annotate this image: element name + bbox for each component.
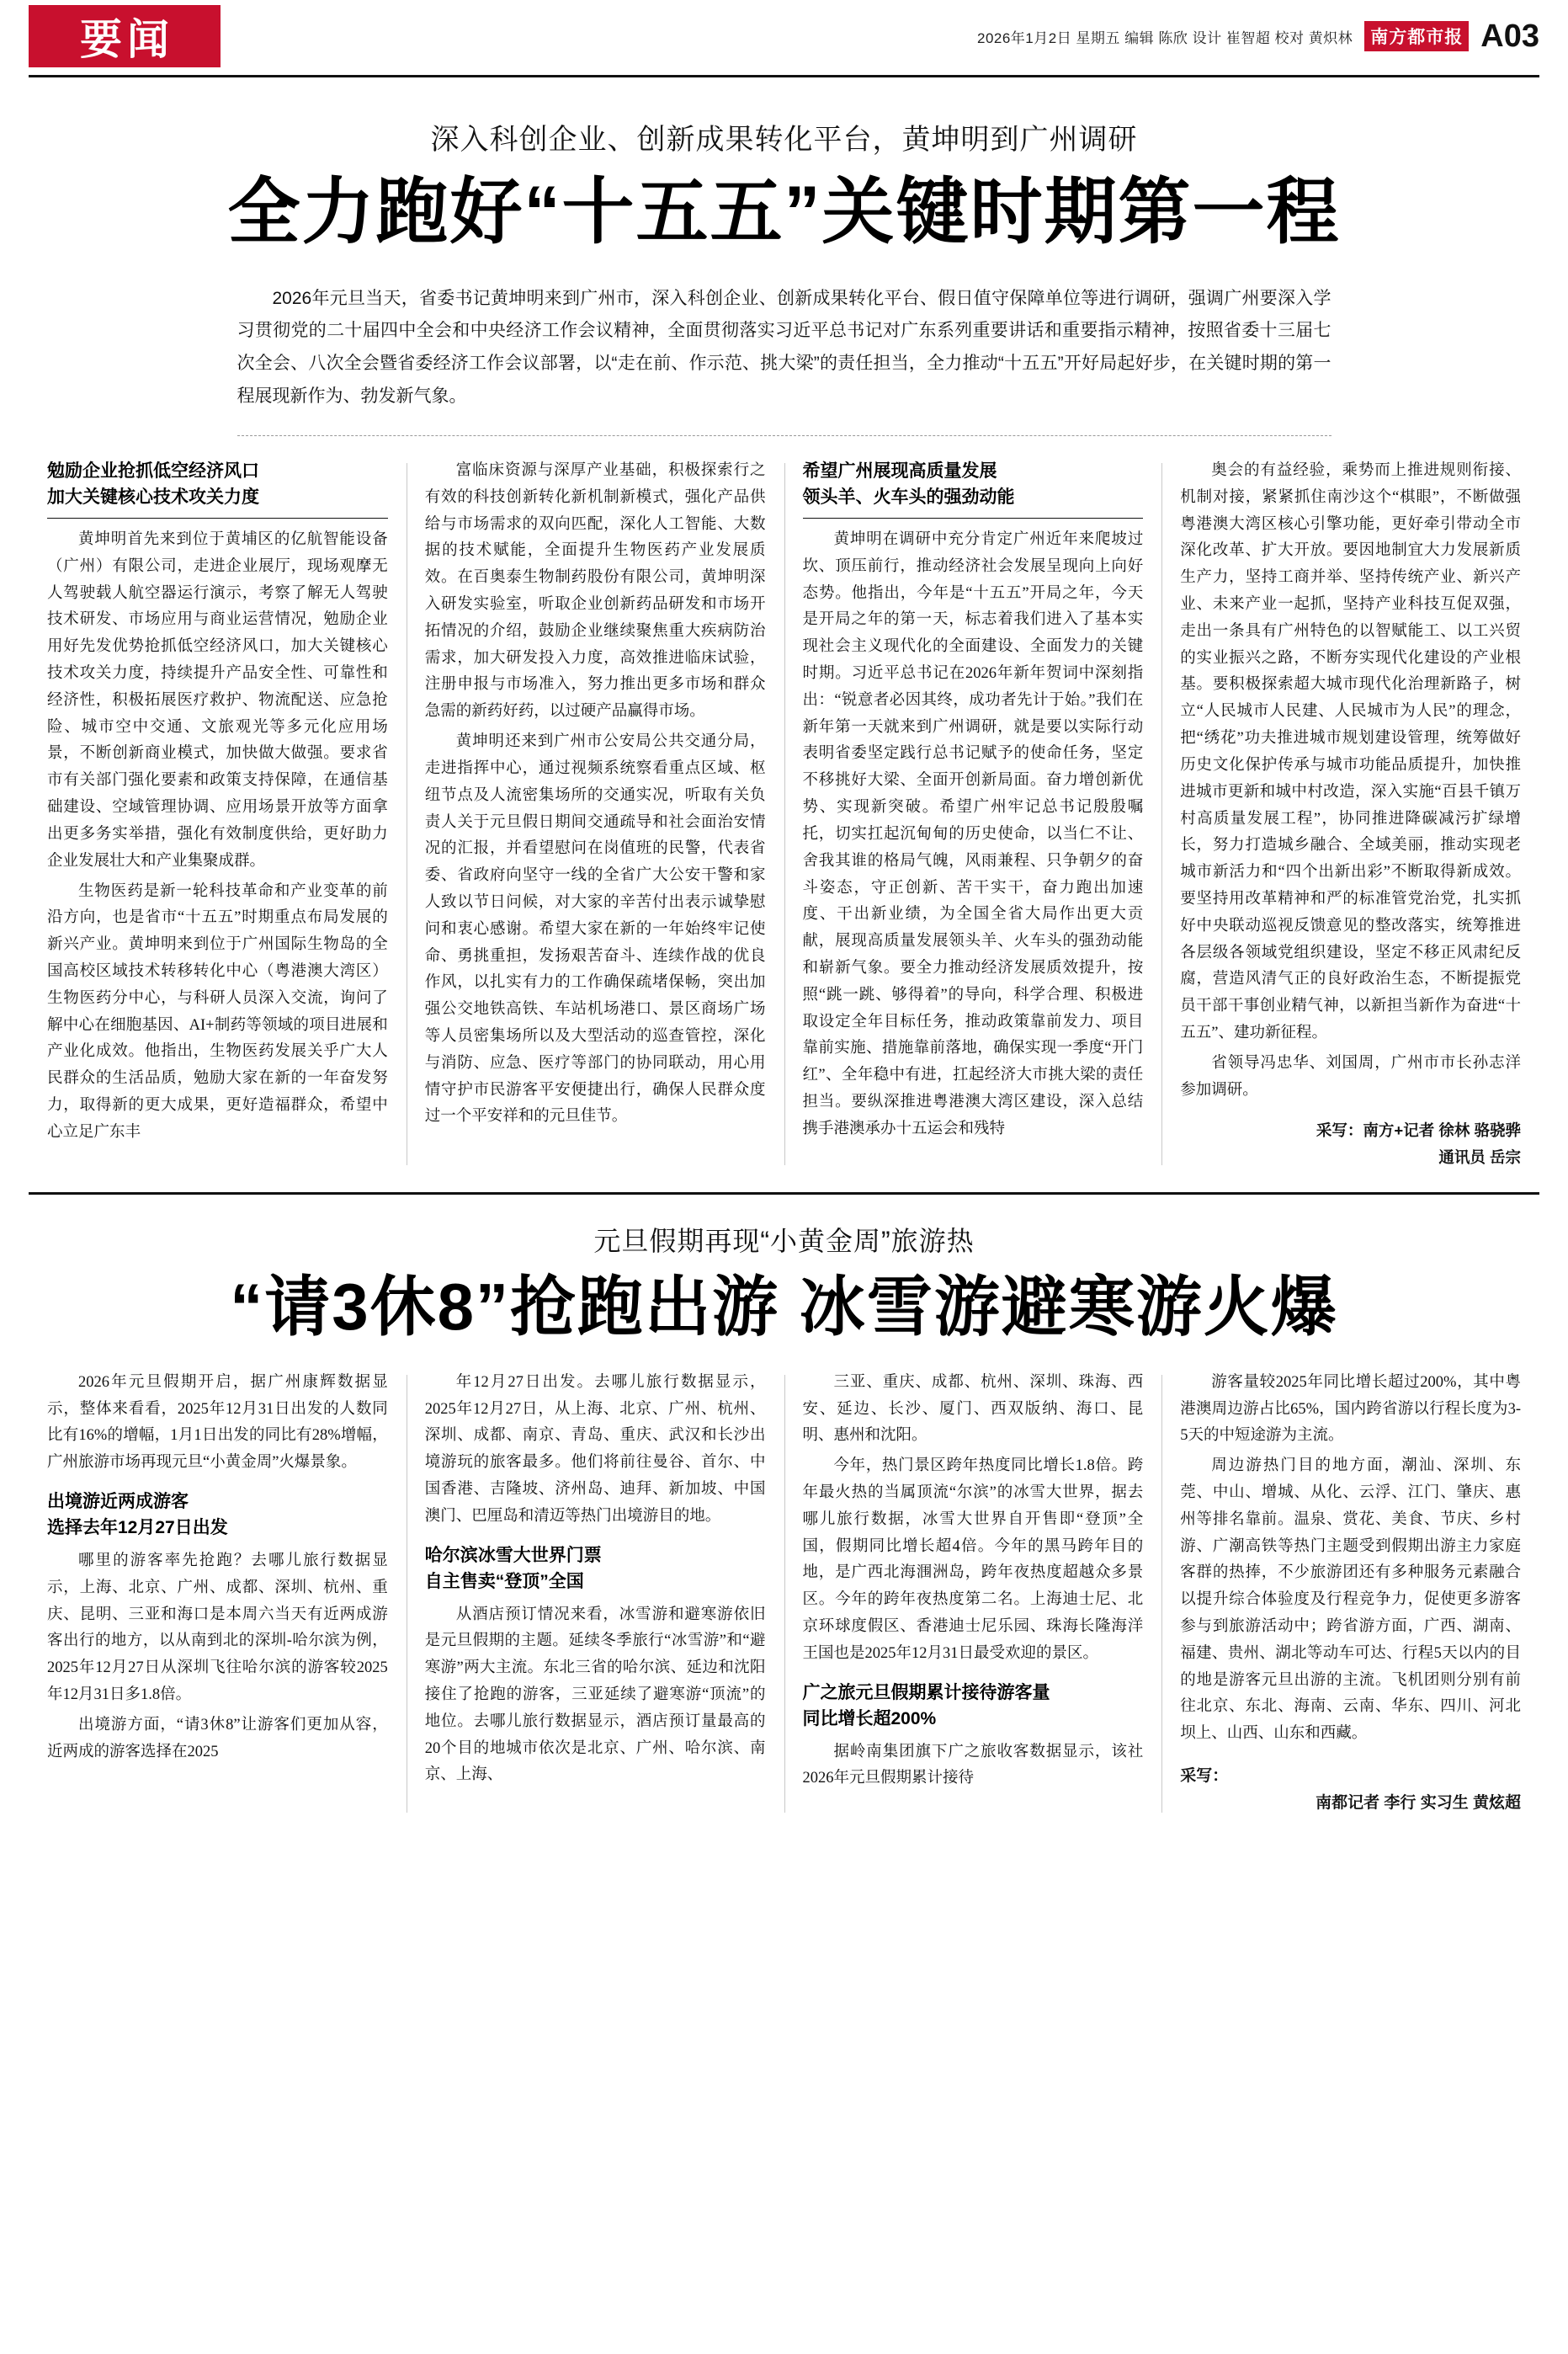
- column-3-para-1: 黄坤明在调研中充分肯定广州近年来爬坡过坎、顶压前行，推动经济社会发展呈现向上向好态势。他指出，今年是“十五五”开局之年，今天是开局之年的第一天，标志着我们进入了基本实现社会主义现代化的全面建设、全面发力的关键时期。习近平总书记在2026年新年贺词中深刻指出：“锐意者必因其终，成功者先计于始。”我们在新年第一天就来到广州调研，就是要以实际行动表明省委坚定践行总书记赋予的使命任务，坚定不移挑好大梁、全面开创新局面。奋力增创新优势、实现新突破。希望广州牢记总书记殷殷嘱托，切实扛起沉甸甸的历史使命，以当仁不让、舍我其谁的格局气魄，风雨兼程、只争朝夕的奋斗姿态，守正创新、苦干实干，奋力跑出加速度、干出新业绩，为全国全省大局作出更大贡献，展现高质量发展领头羊、火车头的强劲动能和崭新气象。要全力推动经济发展质效提升，按照“跳一跳、够得着”的导向，科学合理、积极进取设定全年目标任务，推动政策靠前发力、项目靠前实施、措施靠前落地，确保实现一季度“开门红”、全年稳中有进，扛起经济大市挑大梁的责任担当。要纵深推进粤港澳大湾区建设，深入总结携手港澳承办十五运会和残特: [802, 530, 1144, 1137]
- article-bottom: [29, 1195, 1539, 1817]
- section-flag-label: 要闻: [80, 16, 174, 63]
- article-top-lead-wrap: [237, 283, 1331, 436]
- bottom-column-2-para-2: 从酒店预订情况来看，冰雪游和避寒游依旧是元旦假期的主题。延续冬季旅行“冰雪游”和“避寒游”两大主流。东北三省的哈尔滨、延边和沈阳接住了抢跑的游客，三亚延续了避寒游“顶流”的地位。去哪儿旅行数据显示，酒店预订量最高的20个目的地城市依次是北京、广州、哈尔滨、南京、上海、: [424, 1606, 766, 1784]
- column-4-para-2: 省领导冯忠华、刘国周，广州市市长孙志洋参加调研。: [1180, 1054, 1521, 1099]
- article-bottom-columns: [29, 1370, 1539, 1818]
- bottom-column-1-subhead: [47, 1489, 388, 1542]
- bottom-column-3-subhead: [803, 1680, 1144, 1733]
- article-bottom-headline: “请3休8”抢跑出游 冰雪游避寒游火爆: [230, 1270, 1338, 1345]
- column-1-subhead-line1: 勉励企业抢抓低空经济风口: [47, 461, 259, 481]
- column-3: [784, 458, 1162, 1170]
- article-bottom-byline-line1: 南都记者 李行 实习生 黄炫超: [1316, 1794, 1521, 1813]
- bottom-column-1-para-1: 2026年元旦假期开启，据广州康辉数据显示，整体来看看，2025年12月31日出发的人数同比有16%的增幅，1月1日出发的同比有28%增幅，广州旅游市场再现元旦“小黄金周”火爆景象。: [47, 1373, 388, 1472]
- bottom-column-3: [784, 1370, 1162, 1818]
- bottom-column-3-subhead-line2: 同比增长超200%: [802, 1709, 937, 1729]
- bottom-column-3-para-3: 据岭南集团旗下广之旅收客数据显示，该社2026年元旦假期累计接待: [802, 1743, 1144, 1787]
- column-2: [407, 458, 784, 1170]
- column-1-subhead-line2: 加大关键核心技术攻关力度: [47, 487, 259, 508]
- article-top-shoulder: 深入科创企业、创新成果转化平台，黄坤明到广州调研: [430, 124, 1138, 156]
- bottom-column-2-subhead-line1: 哈尔滨冰雪大世界门票: [424, 1545, 602, 1565]
- column-2-para-1: 富临床资源与深厚产业基础，积极探索行之有效的科技创新转化新机制新模式，强化产品供给与市场需求的双向匹配，深化人工智能、大数据的技术赋能，全面提升生物医药产业发展质效。在百奥泰生物制药股份有限公司，黄坤明深入研发实验室，听取企业创新药品研发和市场开拓情况的介绍，鼓励企业继续聚焦重大疾病防治需求，加大研发投入力度，高效推进临床试验，注册申报与市场准入，努力推出更多市场和群众急需的新药好药，以过硬产品赢得市场。: [424, 461, 766, 721]
- article-top-columns: [29, 458, 1539, 1170]
- article-top-lead: 2026年元旦当天，省委书记黄坤明来到广州市，深入科创企业、创新成果转化平台、假日值守保障单位等进行调研，强调广州要深入学习贯彻党的二十届四中全会和中央经济工作会议精神，全面贯彻落实习近平总书记对广东系列重要讲话和重要指示精神，按照省委十三届七次全会、八次全会暨省委经济工作会议部署，以“走在前、作示范、挑大梁”的责任担当，全力推动“十五五”开好局起好步，在关键时期的第一程展现新作为、勃发新气象。: [237, 288, 1331, 407]
- column-4: [1161, 458, 1539, 1170]
- bottom-column-1-subhead-line2: 选择去年12月27日出发: [47, 1518, 228, 1538]
- column-3-subhead-line1: 希望广州展现高质量发展: [802, 461, 997, 481]
- bottom-column-1-para-2: 哪里的游客率先抢跑？去哪儿旅行数据显示，上海、北京、广州、成都、深圳、杭州、重庆、昆明、三亚和海口是本周六当天有近两成游客出行的地方，以从南到北的深圳-哈尔滨为例，2025年12月27日从深圳飞往哈尔滨的游客较2025年12月31日多1.8倍。: [47, 1552, 388, 1704]
- column-3-subhead: [803, 458, 1144, 519]
- column-2-para-2: 黄坤明还来到广州市公安局公共交通分局，走进指挥中心，通过视频系统察看重点区域、枢纽节点及人流密集场所的交通实况，听取有关负责人关于元旦假日期间交通疏导和社会面治安情况的汇报，并看望慰问在岗值班的民警，代表省委、省政府向坚守一线的全省广大公安干警和家人致以节日问候，对大家的辛苦付出表示诚挚慰问和衷心感谢。希望大家在新的一年始终牢记使命、勇挑重担，发扬艰苦奋斗、连续作战的优良作风，以扎实有力的工作确保疏堵保畅，突出加强公交地铁高铁、车站机场港口、景区商场广场等人员密集场所以及大型活动的巡查管控，深化与消防、应急、医疗等部门的协同联动，用心用情守护市民游客平安便捷出行，确保人民群众度过一个平安祥和的元旦佳节。: [424, 733, 766, 1126]
- bottom-column-3-subhead-line1: 广之旅元旦假期累计接待游客量: [802, 1682, 1050, 1702]
- bottom-column-4: [1161, 1370, 1539, 1818]
- bottom-column-2-subhead: [425, 1542, 766, 1595]
- column-3-subhead-line2: 领头羊、火车头的强劲动能: [802, 487, 1015, 508]
- article-top: [29, 77, 1539, 1170]
- masthead: [29, 0, 1539, 77]
- column-1-para-1: 黄坤明首先来到位于黄埔区的亿航智能设备（广州）有限公司，走进企业展厅，现场观摩无人驾驶载人航空器运行演示，考察了解无人驾驶技术研发、市场应用与商业运营情况，勉励企业用好先发优势抢抓低空经济风口，加大关键核心技术攻关力度，持续提升产品安全性、可靠性和经济性，积极拓展医疗救护、物流配送、应急抢险、城市空中交通、文旅观光等多元化应用场景，不断创新商业模式，加快做大做强。要求省市有关部门强化要素和政策支持保障，在通信基础建设、空域管理协调、应用场景开放等方面拿出更多务实举措，强化有效制度供给，更好助力企业发展壮大和产业集聚成群。: [47, 530, 388, 870]
- bottom-column-1: [29, 1370, 407, 1818]
- bottom-column-3-para-1: 三亚、重庆、成都、杭州、深圳、珠海、西安、延边、长沙、厦门、西双版纳、海口、昆明、惠州和沈阳。: [802, 1373, 1144, 1445]
- page-number: A03: [1480, 19, 1539, 54]
- article-top-byline-line1: 采写：南方+记者 徐林 骆骁骅: [1316, 1121, 1521, 1140]
- masthead-meta: 2026年1月2日 星期五 编辑 陈欣 设计 崔智超 校对 黄炽林: [976, 29, 1353, 46]
- bottom-column-4-para-2: 周边游热门目的地方面，潮汕、深圳、东莞、中山、增城、从化、云浮、江门、肇庆、惠州等排名靠前。温泉、赏花、美食、节庆、乡村游、广潮高铁等热门主题受到假期出游主力家庭客群的热捧，不少旅游团还有多种服务元素融合以提升综合体验度及行程竞争力，促使更多游客参与到旅游活动中；跨省游方面，广西、湖南、福建、贵州、湖北等动车可达、行程5天以内的目的地是游客元旦出游的主流。飞机团则分别有前往北京、东北、海南、云南、华东、四川、河北坝上、山西、山东和西藏。: [1180, 1457, 1521, 1743]
- article-bottom-byline: [1180, 1763, 1521, 1818]
- article-top-byline-line2: 通讯员 岳宗: [1438, 1148, 1521, 1166]
- masthead-right: [977, 0, 1539, 52]
- bottom-column-1-para-3: 出境游方面，“请3休8”让游客们更加从容，近两成的游客选择在2025: [47, 1716, 388, 1760]
- section-flag: [29, 5, 221, 67]
- bottom-column-4-para-1: 游客量较2025年同比增长超过200%，其中粤港澳周边游占比65%，国内跨省游以行程长度为3-5天的中短途游为主流。: [1180, 1373, 1521, 1445]
- column-4-para-1: 奥会的有益经验，乘势而上推进规则衔接、机制对接，紧紧抓住南沙这个“棋眼”，不断做强粤港澳大湾区核心引擎功能，更好牵引带动全市深化改革、扩大开放。要因地制宜大力发展新质生产力，坚持工商并举、坚持传统产业、新兴产业、未来产业一起抓，坚持产业科技互促双强，走出一条具有广州特色的以智赋能工、以工兴贸的实业振兴之路，不断夯实现代化建设的产业根基。要积极探索超大城市现代化治理新路子，树立“人民城市人民建、人民城市为人民”的理念，把“绣花”功夫推进城市规划建设管理，统筹做好历史文化保护传承与城市功能品质提升，加快推进城市更新和城中村改造，深入实施“百县千镇万村高质量发展工程”，协同推进降碳减污扩绿增长，努力打造城乡融合、全域美丽，推动实现老城市新活力和“四个出新出彩”不断取得新成效。要坚持用改革精神和严的标准管党治党，扎实抓好中央联动巡视反馈意见的整改落实，统筹推进各层级各领域党组织建设，坚定不移正风肃纪反腐，营造风清气正的良好政治生态，不断提振党员干部干事创业精气神，以新担当新作为奋进“十五五”、建功新征程。: [1180, 461, 1521, 1042]
- article-bottom-byline-label: 采写：: [1180, 1767, 1229, 1786]
- bottom-column-2: [407, 1370, 784, 1818]
- bottom-column-2-subhead-line2: 自主售卖“登顶”全国: [424, 1572, 584, 1592]
- bottom-column-2-para-1: 年12月27日出发。去哪儿旅行数据显示，2025年12月27日，从上海、北京、广州、杭州、深圳、成都、南京、青岛、重庆、武汉和长沙出境游玩的旅客最多。他们将前往曼谷、首尔、中国香港、吉隆坡、济州岛、迪拜、新加坡、中国澳门、巴厘岛和清迈等热门出境游目的地。: [424, 1373, 766, 1525]
- column-1: [29, 458, 407, 1170]
- bottom-column-1-subhead-line1: 出境游近两成游客: [47, 1491, 189, 1511]
- column-1-subhead: [47, 458, 388, 519]
- article-bottom-shoulder: 元旦假期再现“小黄金周”旅游热: [593, 1226, 975, 1257]
- column-1-para-2: 生物医药是新一轮科技革命和产业变革的前沿方向，也是省市“十五五”时期重点布局发展的新兴产业。黄坤明来到位于广州国际生物岛的全国高校区域技术转移转化中心（粤港澳大湾区）生物医药分中心，与科研人员深入交流，询问了解中心在细胞基因、AI+制药等领域的项目进展和产业化成效。他指出，生物医药发展关乎广大人民群众的生活品质，勉励大家在新的一年奋发努力，取得新的更大成果，更好造福群众，希望中心立足广东丰: [47, 882, 388, 1141]
- bottom-column-3-para-2: 今年，热门景区跨年热度同比增长1.8倍。跨年最火热的当属顶流“尔滨”的冰雪大世界，据去哪儿旅行数据，冰雪大世界自开售即“登顶”全国，假期同比增长超4倍。今年的黑马跨年目的地，是广西北海涠洲岛，跨年夜热度超越众多景区。今年的跨年夜热度第二名。上海迪士尼、北京环球度假区、香港迪士尼乐园、珠海长隆海洋王国也是2025年12月31日最受欢迎的景区。: [802, 1457, 1144, 1662]
- article-top-headline: 全力跑好“十五五”关键时期第一程: [227, 172, 1341, 253]
- article-top-byline: [1180, 1117, 1521, 1170]
- paper-logo: 南方都市报: [1364, 21, 1469, 51]
